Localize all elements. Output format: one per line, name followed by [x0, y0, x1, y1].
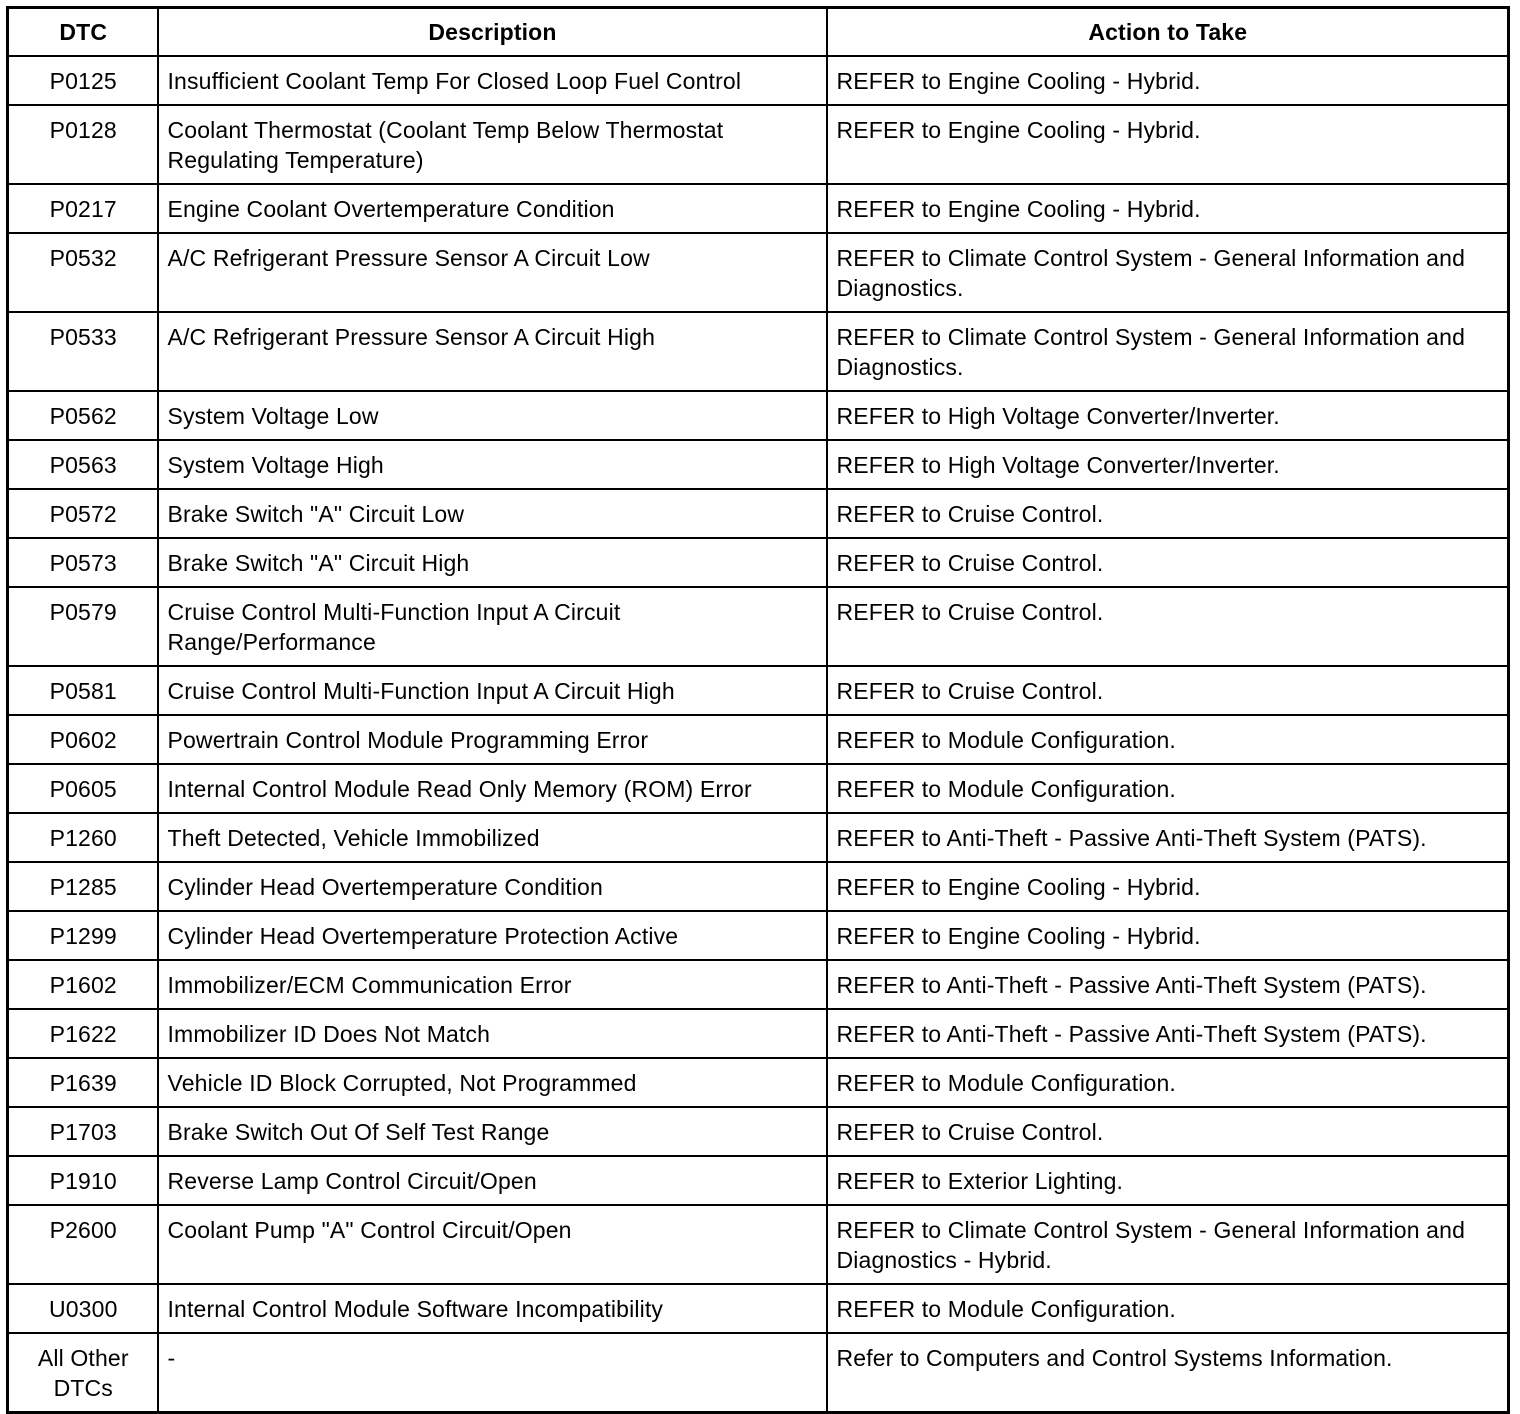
- action-cell: REFER to Anti-Theft - Passive Anti-Theft System (PATS).: [827, 813, 1509, 862]
- dtc-code-cell: P1703: [8, 1107, 158, 1156]
- header-dtc: DTC: [8, 8, 158, 57]
- description-cell: -: [158, 1333, 827, 1413]
- table-row: [8, 56, 1509, 105]
- description-cell: Coolant Pump "A" Control Circuit/Open: [158, 1205, 827, 1284]
- description-cell: Cruise Control Multi-Function Input A Circuit High: [158, 666, 827, 715]
- action-cell: REFER to Anti-Theft - Passive Anti-Theft System (PATS).: [827, 960, 1509, 1009]
- action-cell: REFER to Engine Cooling - Hybrid.: [827, 184, 1509, 233]
- header-action: Action to Take: [827, 8, 1509, 57]
- description-cell: Cylinder Head Overtemperature Protection Active: [158, 911, 827, 960]
- action-cell: REFER to Anti-Theft - Passive Anti-Theft System (PATS).: [827, 1009, 1509, 1058]
- dtc-code-cell: P0125: [8, 56, 158, 105]
- table-row: [8, 184, 1509, 233]
- description-cell: A/C Refrigerant Pressure Sensor A Circuit Low: [158, 233, 827, 312]
- table-row: [8, 911, 1509, 960]
- action-cell: REFER to Engine Cooling - Hybrid.: [827, 862, 1509, 911]
- dtc-code-cell: P0602: [8, 715, 158, 764]
- dtc-code-cell: P1622: [8, 1009, 158, 1058]
- table-row: [8, 440, 1509, 489]
- action-cell: REFER to Cruise Control.: [827, 1107, 1509, 1156]
- action-cell: REFER to Engine Cooling - Hybrid.: [827, 56, 1509, 105]
- dtc-code-cell: P0572: [8, 489, 158, 538]
- table-row: [8, 489, 1509, 538]
- description-cell: System Voltage High: [158, 440, 827, 489]
- action-cell: REFER to Cruise Control.: [827, 666, 1509, 715]
- description-cell: Internal Control Module Software Incompatibility: [158, 1284, 827, 1333]
- dtc-table: [6, 6, 1510, 1414]
- table-row: [8, 1205, 1509, 1284]
- dtc-code-cell: P0581: [8, 666, 158, 715]
- dtc-code-cell: P0128: [8, 105, 158, 184]
- action-cell: REFER to Cruise Control.: [827, 587, 1509, 666]
- description-cell: Cruise Control Multi-Function Input A Circuit Range/Performance: [158, 587, 827, 666]
- table-row: [8, 1284, 1509, 1333]
- dtc-code-cell: P0563: [8, 440, 158, 489]
- description-cell: Insufficient Coolant Temp For Closed Loop Fuel Control: [158, 56, 827, 105]
- header-description: Description: [158, 8, 827, 57]
- description-cell: Immobilizer/ECM Communication Error: [158, 960, 827, 1009]
- table-row: [8, 960, 1509, 1009]
- description-cell: Cylinder Head Overtemperature Condition: [158, 862, 827, 911]
- description-cell: System Voltage Low: [158, 391, 827, 440]
- dtc-code-cell: P1285: [8, 862, 158, 911]
- table-row: [8, 715, 1509, 764]
- table-row: [8, 538, 1509, 587]
- table-row: [8, 666, 1509, 715]
- action-cell: REFER to Exterior Lighting.: [827, 1156, 1509, 1205]
- dtc-code-cell: P1260: [8, 813, 158, 862]
- table-row: [8, 587, 1509, 666]
- table-row: [8, 1107, 1509, 1156]
- action-cell: REFER to Module Configuration.: [827, 715, 1509, 764]
- description-cell: Immobilizer ID Does Not Match: [158, 1009, 827, 1058]
- table-row: [8, 764, 1509, 813]
- dtc-code-cell: P1639: [8, 1058, 158, 1107]
- table-row: [8, 813, 1509, 862]
- action-cell: REFER to Engine Cooling - Hybrid.: [827, 105, 1509, 184]
- table-row: [8, 391, 1509, 440]
- description-cell: Engine Coolant Overtemperature Condition: [158, 184, 827, 233]
- table-row: [8, 862, 1509, 911]
- table-row: [8, 1058, 1509, 1107]
- description-cell: Powertrain Control Module Programming Error: [158, 715, 827, 764]
- description-cell: Reverse Lamp Control Circuit/Open: [158, 1156, 827, 1205]
- dtc-code-cell: P0533: [8, 312, 158, 391]
- action-cell: REFER to Module Configuration.: [827, 1058, 1509, 1107]
- action-cell: REFER to High Voltage Converter/Inverter.: [827, 440, 1509, 489]
- action-cell: REFER to Cruise Control.: [827, 489, 1509, 538]
- description-cell: Brake Switch Out Of Self Test Range: [158, 1107, 827, 1156]
- dtc-code-cell: P0532: [8, 233, 158, 312]
- description-cell: Coolant Thermostat (Coolant Temp Below Thermostat Regulating Temperature): [158, 105, 827, 184]
- dtc-code-cell: P0579: [8, 587, 158, 666]
- action-cell: REFER to Climate Control System - General Information and Diagnostics - Hybrid.: [827, 1205, 1509, 1284]
- action-cell: REFER to Engine Cooling - Hybrid.: [827, 911, 1509, 960]
- table-row: [8, 105, 1509, 184]
- table-row: [8, 1333, 1509, 1413]
- table-row: [8, 312, 1509, 391]
- dtc-code-cell: P2600: [8, 1205, 158, 1284]
- dtc-code-cell: P1602: [8, 960, 158, 1009]
- dtc-code-cell: P0573: [8, 538, 158, 587]
- table-header-row: [8, 8, 1509, 57]
- dtc-code-cell: U0300: [8, 1284, 158, 1333]
- dtc-code-cell: P1299: [8, 911, 158, 960]
- dtc-code-cell: P0605: [8, 764, 158, 813]
- description-cell: Brake Switch "A" Circuit High: [158, 538, 827, 587]
- dtc-code-cell: P0562: [8, 391, 158, 440]
- table-row: [8, 1156, 1509, 1205]
- dtc-code-cell: All Other DTCs: [8, 1333, 158, 1413]
- description-cell: Theft Detected, Vehicle Immobilized: [158, 813, 827, 862]
- action-cell: REFER to Climate Control System - General Information and Diagnostics.: [827, 312, 1509, 391]
- action-cell: REFER to Module Configuration.: [827, 764, 1509, 813]
- description-cell: Vehicle ID Block Corrupted, Not Programmed: [158, 1058, 827, 1107]
- description-cell: A/C Refrigerant Pressure Sensor A Circuit High: [158, 312, 827, 391]
- description-cell: Brake Switch "A" Circuit Low: [158, 489, 827, 538]
- dtc-code-cell: P0217: [8, 184, 158, 233]
- description-cell: Internal Control Module Read Only Memory (ROM) Error: [158, 764, 827, 813]
- action-cell: REFER to High Voltage Converter/Inverter.: [827, 391, 1509, 440]
- action-cell: REFER to Cruise Control.: [827, 538, 1509, 587]
- table-row: [8, 1009, 1509, 1058]
- dtc-code-cell: P1910: [8, 1156, 158, 1205]
- action-cell: Refer to Computers and Control Systems Information.: [827, 1333, 1509, 1413]
- action-cell: REFER to Climate Control System - General Information and Diagnostics.: [827, 233, 1509, 312]
- table-row: [8, 233, 1509, 312]
- action-cell: REFER to Module Configuration.: [827, 1284, 1509, 1333]
